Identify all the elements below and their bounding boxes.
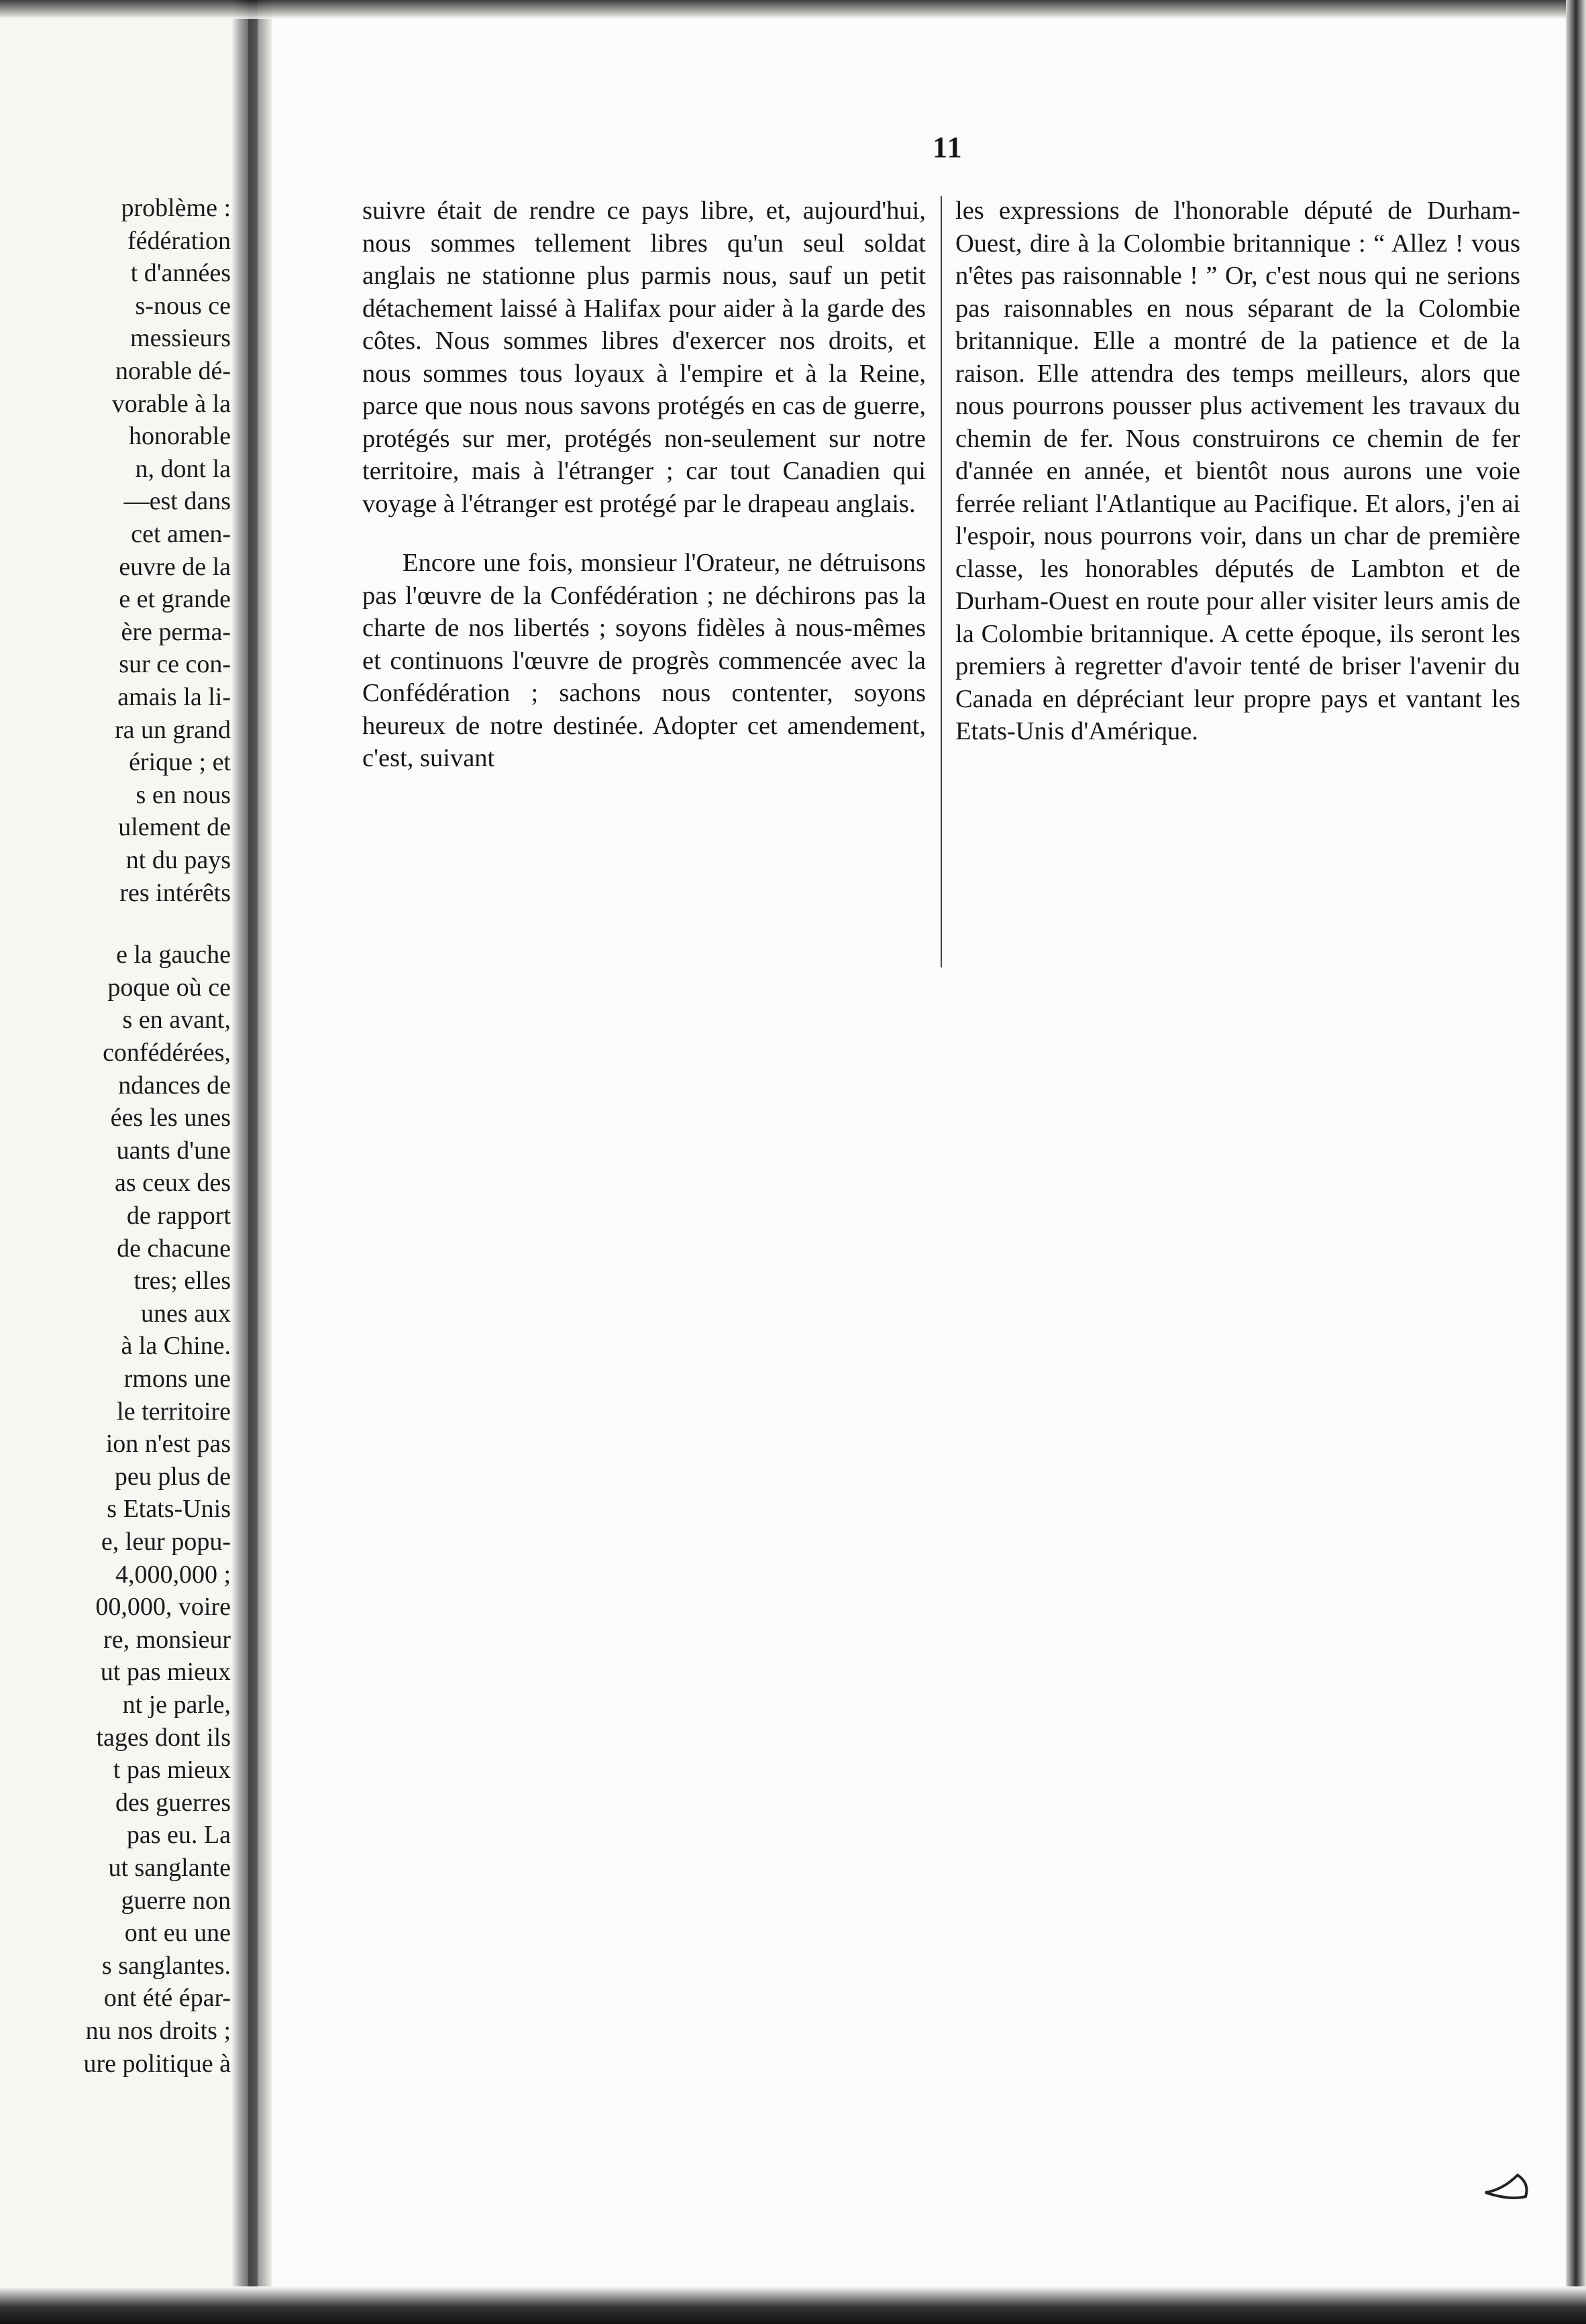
left-page-line: messieurs [130, 324, 231, 353]
left-facing-page [0, 0, 242, 2324]
left-page-line: ra un grand [114, 715, 231, 744]
left-page-line: s Etats-Unis [107, 1495, 231, 1524]
left-page-line: des guerres [115, 1788, 231, 1817]
left-page-line: res intérêts [119, 878, 231, 907]
left-page-line: vorable à la [111, 389, 231, 418]
paragraph: les expressions de l'honorable député de Durham-Ouest, dire à la Colombie britannique : “ Allez ! vous n'êtes pas raisonnable ! ” Or, c'est nous qui ne serions pas raisonnables en nous séparant de la Colombie britannique. Elle a montré de la patience et de la raison. Elle attendra des temps meilleurs, alors que nous pourrons pousser plus activement les travaux du chemin de fer. Nous construirons ce chemin de fer d'année en année, et bientôt nous aurons une voie ferrée reliant l'Atlantique au Pacifique. Et alors, j'en ai l'espoir, nous pourrons voir, dans un char de première classe, les honorables députés de Lambton et de Durham-Ouest en route pour aller visiter leurs amis de la Colombie britannique. A cette époque, ils seront les premiers à regretter d'avoir tenté de briser l'avenir du Canada en dépréciant leur propre pays et vantant les Etats-Unis d'Amérique. [955, 197, 1520, 745]
left-page-line: le territoire [117, 1397, 231, 1426]
left-page-line: euvre de la [119, 552, 231, 581]
left-page-line: pas eu. La [126, 1821, 231, 1850]
left-page-line: fédération [127, 226, 231, 255]
left-page-line: 4,000,000 ; [115, 1560, 231, 1589]
left-page-line: re, monsieur [103, 1625, 231, 1654]
left-page-line: nt je parle, [122, 1691, 231, 1719]
left-page-line: e, leur popu- [101, 1528, 231, 1556]
left-page-line: problème : [121, 194, 231, 222]
right-scan-edge [1566, 0, 1586, 2324]
left-page-line: as ceux des [114, 1169, 231, 1198]
paragraph: Encore une fois, monsieur l'Orateur, ne détruisons pas l'œuvre de la Confédération ; ne déchirons pas la charte de nos libertés ; soyons fidèles à nous-mêmes et continuons l'œuvre de progrès commencée avec la Confédération ; sachons nous contenter, soyons heureux de notre destinée. Adopter cet amendement, c'est, suivant [362, 549, 926, 772]
left-page-line: de rapport [126, 1202, 231, 1230]
left-page-line: honorable [129, 422, 231, 451]
left-page-line: ut sanglante [108, 1854, 231, 1882]
bottom-scan-edge [0, 2286, 1586, 2324]
left-page-line: unes aux [140, 1299, 231, 1328]
left-page-line: nu nos droits ; [85, 2017, 231, 2045]
left-page-line: tres; elles [134, 1267, 231, 1296]
left-page-line: tages dont ils [96, 1723, 231, 1752]
top-scan-edge [0, 0, 1586, 19]
left-page-line: ndances de [118, 1071, 231, 1100]
left-page-line: ont eu une [124, 1919, 231, 1948]
page-curl-mark-icon [1483, 2170, 1536, 2202]
left-page-line: uants d'une [116, 1136, 231, 1165]
left-page-line: nt du pays [125, 846, 231, 874]
left-page-line: à la Chine. [121, 1332, 231, 1361]
left-page-line: e la gauche [116, 941, 231, 969]
left-page-line: ion n'est pas [105, 1430, 231, 1459]
left-page-line: ulement de [118, 813, 231, 842]
left-page-line: s en avant, [122, 1006, 231, 1035]
left-page-line: ure politique à [83, 2049, 231, 2078]
left-page-line: norable dé- [115, 357, 231, 385]
left-page-line: t pas mieux [113, 1756, 231, 1785]
text-column-left [362, 195, 926, 775]
left-page-line: ère perma- [121, 617, 231, 646]
text-column-right [955, 195, 1520, 748]
left-page-line: n, dont la [135, 454, 231, 483]
left-page-line: cet amen- [131, 520, 231, 548]
left-page-line: s-nous ce [135, 291, 231, 320]
left-page-line: ont été épar- [103, 1984, 231, 2013]
left-page-line: ées les unes [110, 1104, 231, 1132]
left-page-line: poque où ce [107, 973, 231, 1002]
left-page-line: amais la li- [117, 683, 231, 711]
left-page-line: s en nous [136, 780, 231, 809]
left-page-line: guerre non [121, 1886, 231, 1915]
left-page-line: e et grande [119, 585, 231, 614]
left-page-line: rmons une [123, 1365, 231, 1393]
paragraph: suivre était de rendre ce pays libre, et, aujourd'hui, nous sommes tellement libres qu'un seul soldat anglais ne stationne plus parmis nous, sauf un petit détachement laissé à Halifax pour aider à la garde des côtes. Nous sommes libres d'exercer nos droits, et nous sommes tous loyaux à l'empire et à la Reine, parce que nous nous savons protégés en cas de guerre, protégés sur mer, protégés non-seulement sur notre territoire, mais à l'étranger ; car tout Canadien qui voyage à l'étranger est protégé par le drapeau anglais. [362, 197, 926, 518]
left-page-line: —est dans [123, 487, 231, 516]
left-page-line: peu plus de [114, 1462, 231, 1491]
left-page-line: sur ce con- [119, 650, 231, 679]
left-page-line: confédérées, [103, 1039, 231, 1067]
left-page-line: ut pas mieux [100, 1658, 231, 1687]
left-page-line: t d'années [130, 259, 231, 288]
left-page-line: érique ; et [129, 748, 231, 777]
page-number: 11 [933, 131, 963, 164]
left-page-line: 00,000, voire [95, 1593, 231, 1622]
left-page-line: s sanglantes. [101, 1951, 231, 1980]
gutter-fold-line [248, 0, 258, 2324]
left-page-line: de chacune [117, 1234, 231, 1263]
column-divider [941, 196, 942, 967]
